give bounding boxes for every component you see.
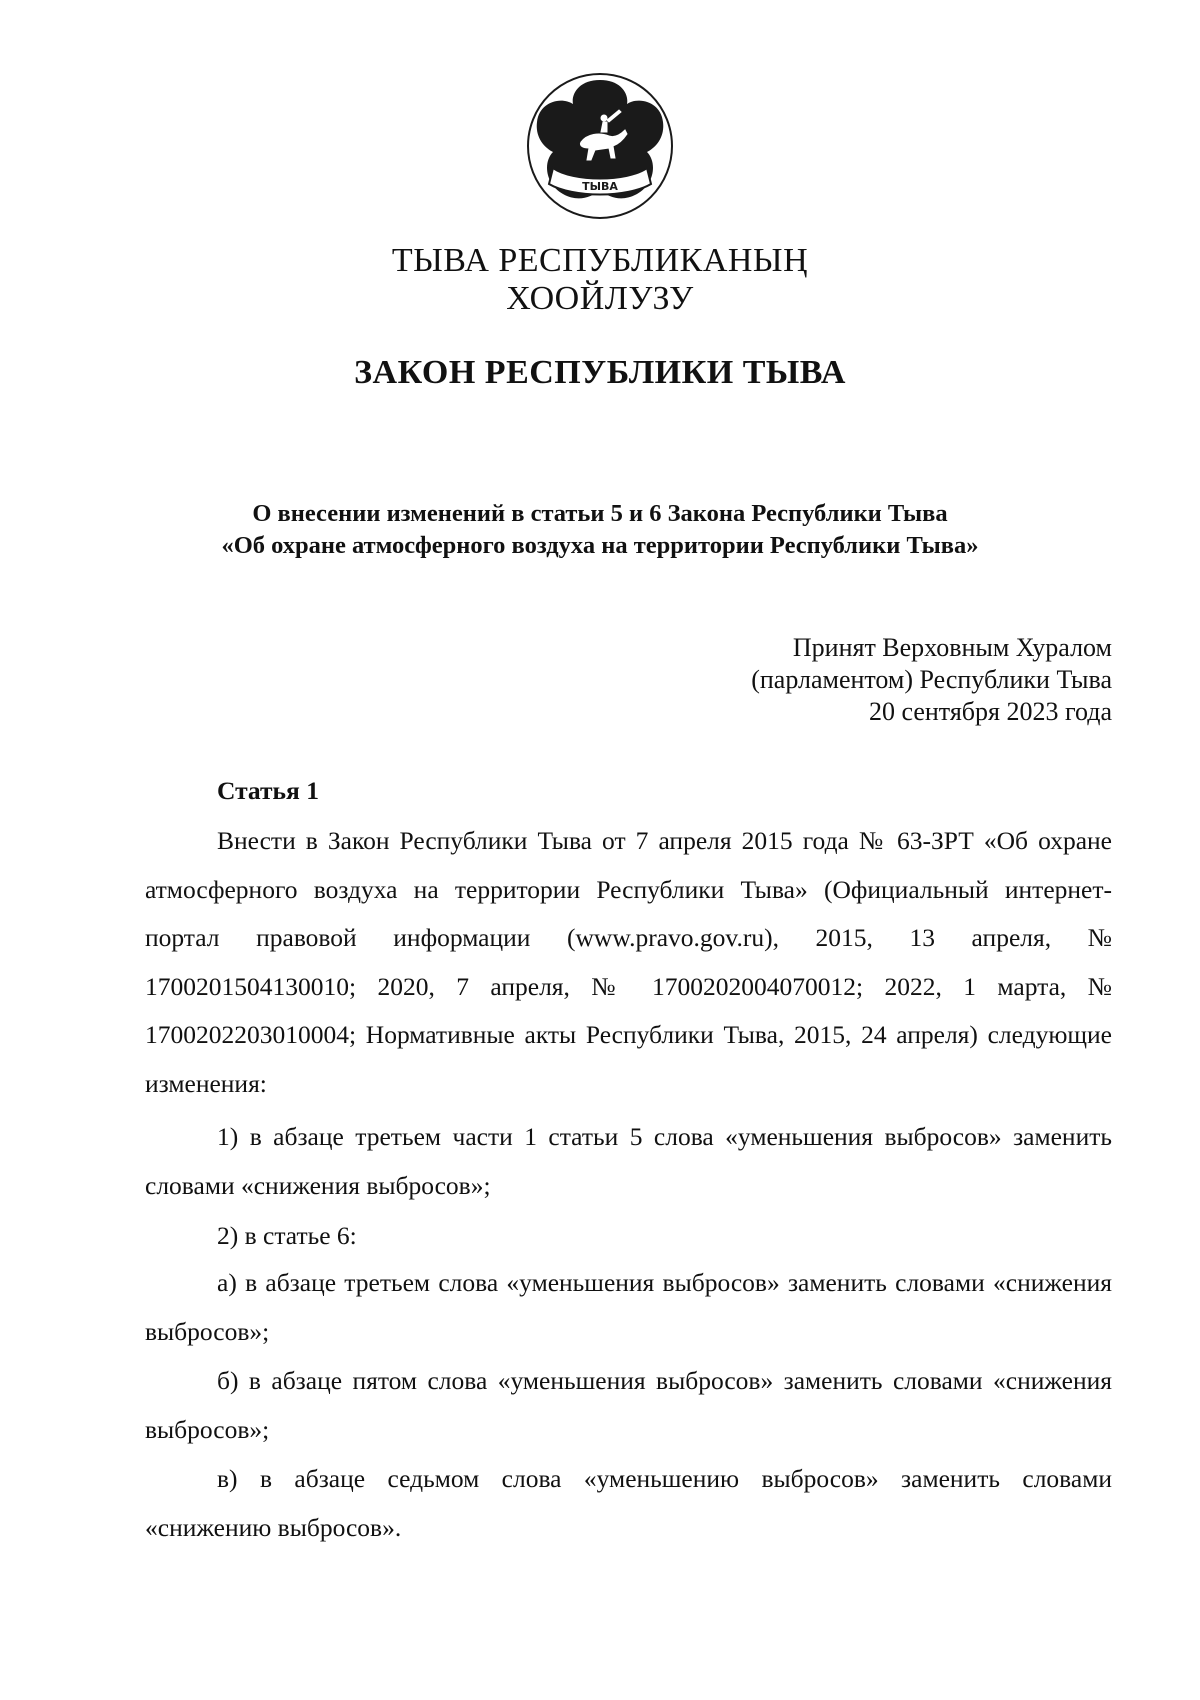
tuva-coat-of-arms-icon xyxy=(523,72,677,220)
adoption-note xyxy=(751,632,1112,728)
article-paragraph: а) в абзаце третьем слова «уменьшения выбросов» заменить словами «снижения выбросов»; xyxy=(145,1268,1112,1346)
law-title-line1: О внесении изменений в статьи 5 и 6 Закона Республики Тыва xyxy=(252,500,948,527)
article-paragraph: 2) в статье 6: xyxy=(217,1221,357,1250)
article-paragraph: в) в абзаце седьмом слова «уменьшению выбросов» заменить словами «снижению выбросов». xyxy=(145,1464,1112,1542)
adoption-line2: (парламентом) Республики Тыва xyxy=(751,665,1112,694)
law-title-line2: «Об охране атмосферного воздуха на территории Республики Тыва» xyxy=(221,532,979,559)
article-heading: Статья 1 xyxy=(217,776,319,805)
russian-heading: ЗАКОН РЕСПУБЛИКИ ТЫВА xyxy=(354,354,846,391)
tuvan-heading-line1: ТЫВА РЕСПУБЛИКАНЫҢ xyxy=(391,242,809,279)
tuvan-heading-line2: ХООЙЛУЗУ xyxy=(506,280,694,317)
law-title xyxy=(0,498,1200,562)
adoption-date: 20 сентября 2023 года xyxy=(868,697,1112,726)
article-paragraph: Внести в Закон Республики Тыва от 7 апреля 2015 года № 63-ЗРТ «Об охране атмосферного воздуха на территории Республики Тыва» (Официальный интернет-портал правовой информации (www.pravo.gov.ru), 2015, 13 апреля, № 1700201504130010; 2020, 7 апреля, № 1700202004070012; 2022, 1 марта, № 1700202203010004; Нормативные акты Республики Тыва, 2015, 24 апреля) следующие изменения: xyxy=(145,826,1112,1098)
emblem-caption: ТЫВА xyxy=(582,180,618,193)
adoption-line1: Принят Верховным Хуралом xyxy=(792,633,1112,662)
article-paragraph: б) в абзаце пятом слова «уменьшения выбросов» заменить словами «снижения выбросов»; xyxy=(145,1366,1112,1444)
article-paragraph: 1) в абзаце третьем части 1 статьи 5 слова «уменьшения выбросов» заменить словами «снижения выбросов»; xyxy=(145,1122,1112,1200)
tuvan-heading xyxy=(0,242,1200,318)
